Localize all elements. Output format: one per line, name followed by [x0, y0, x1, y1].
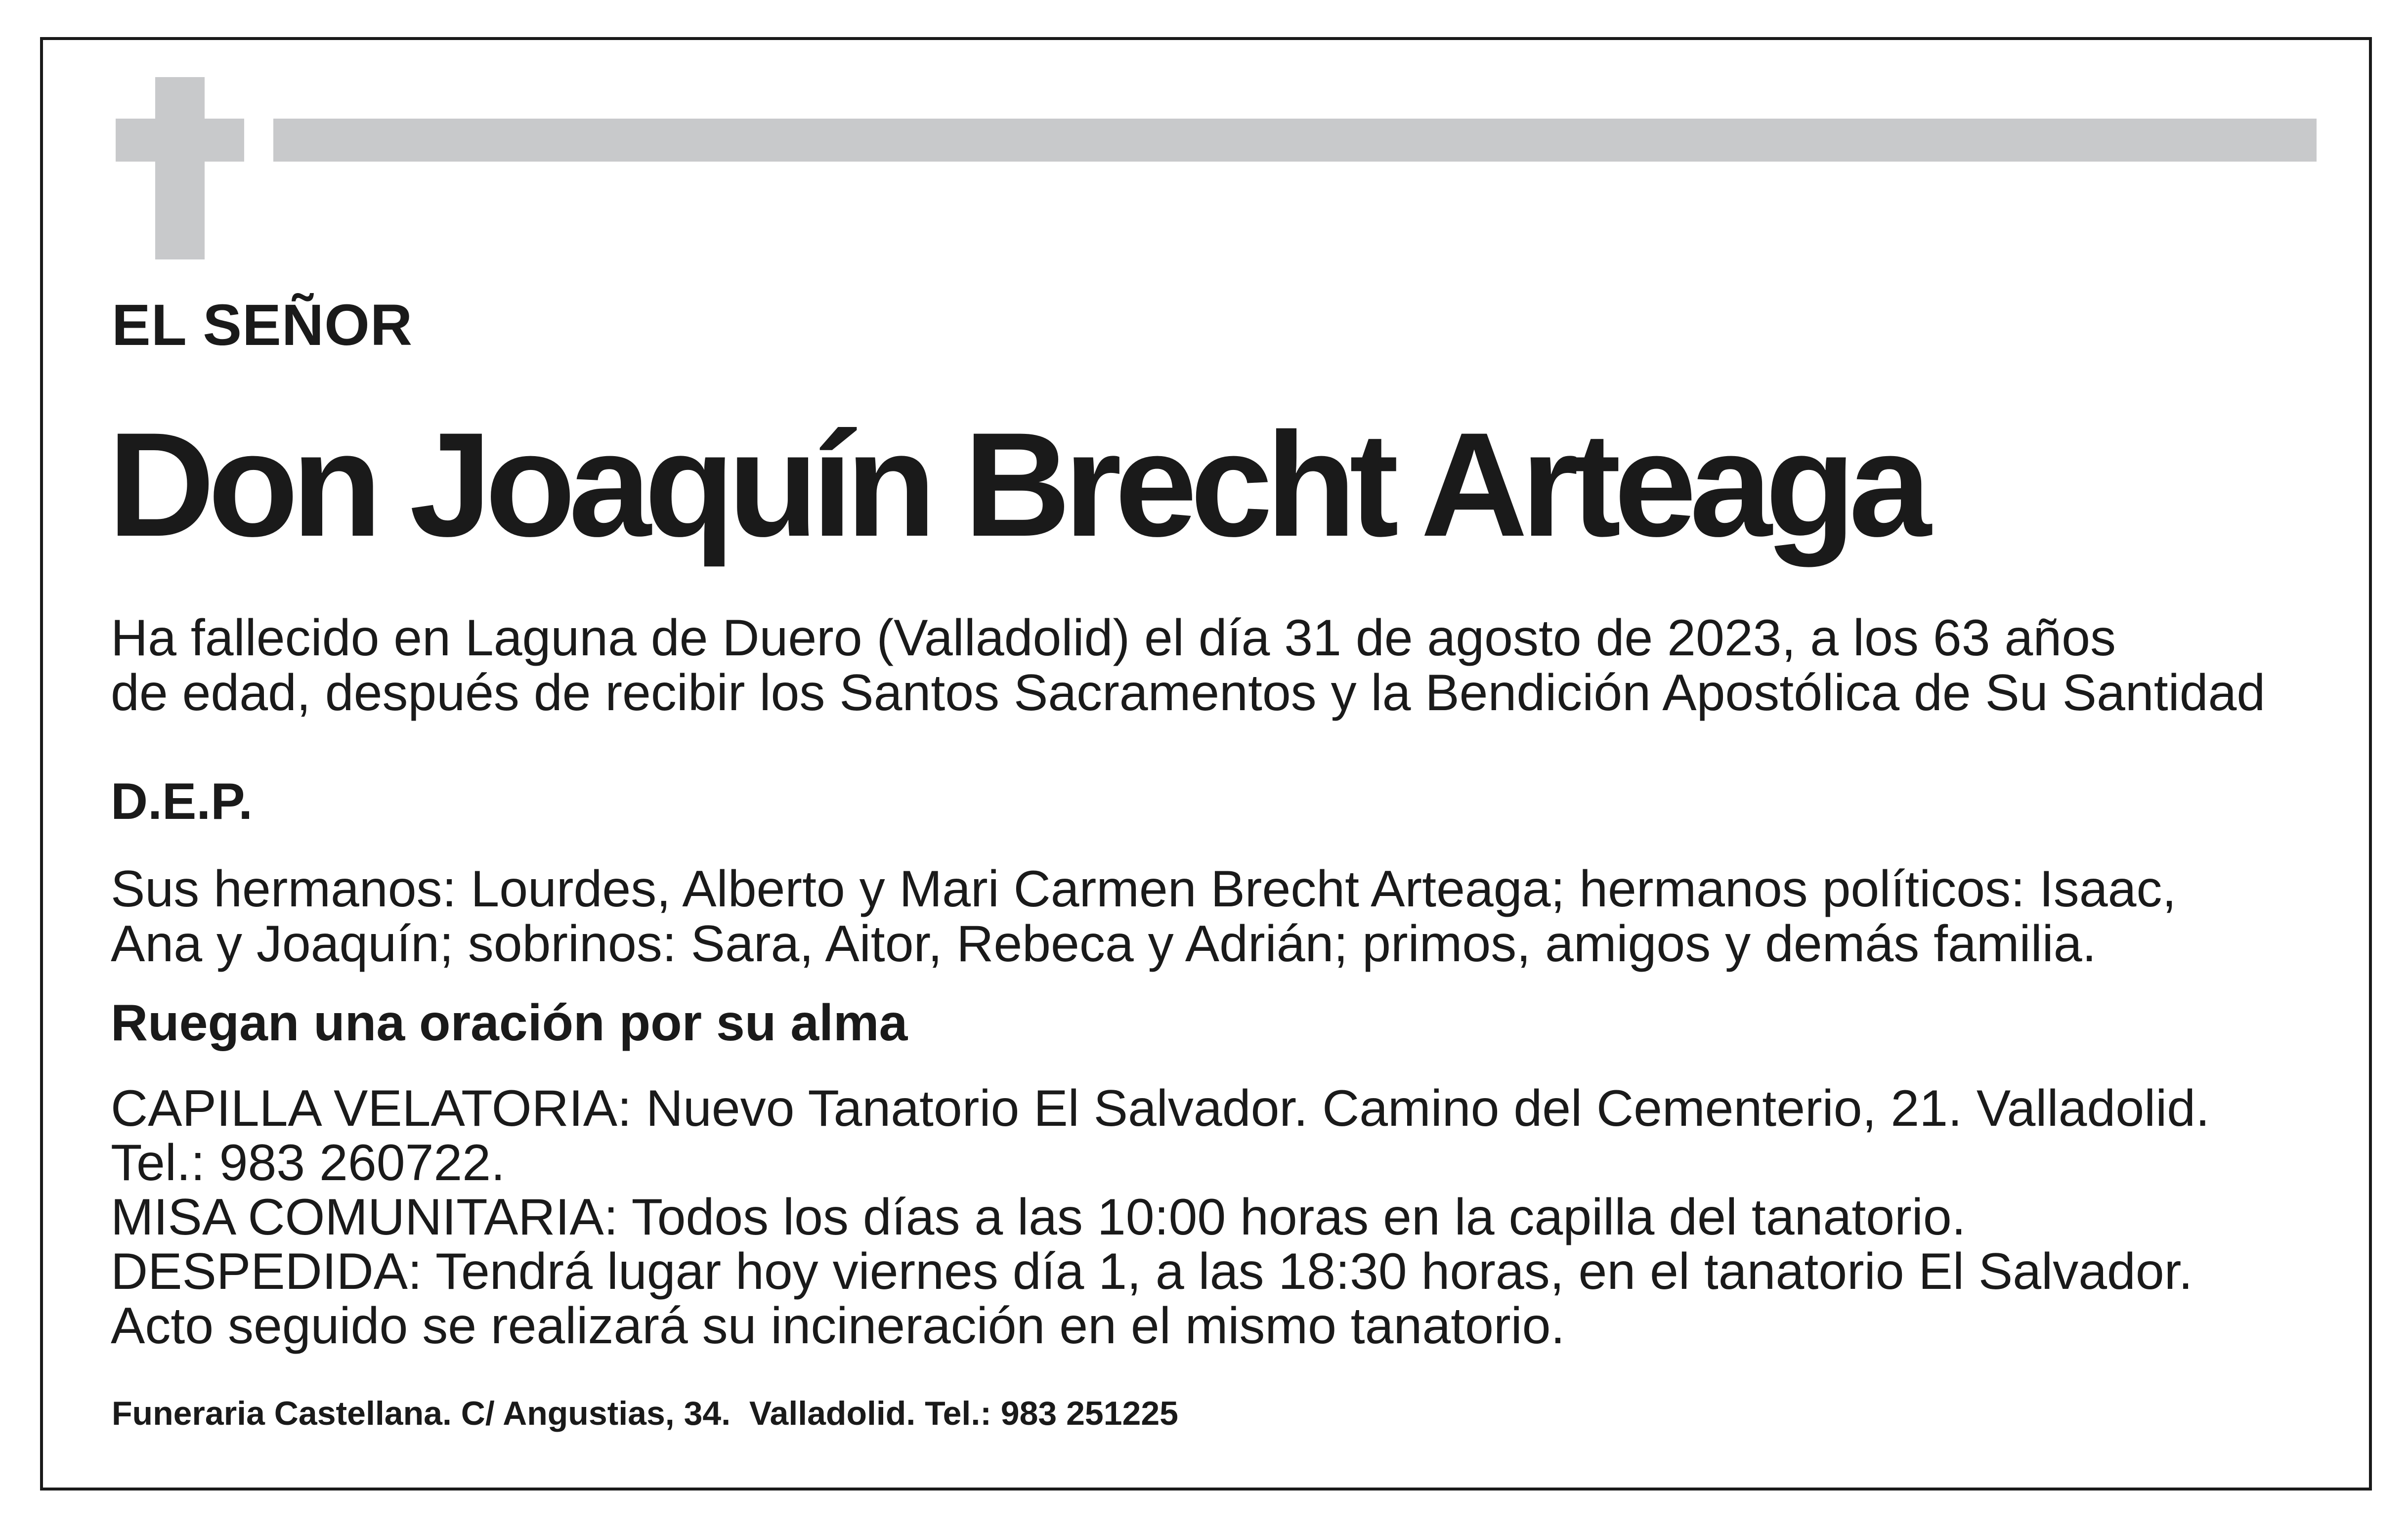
notice-title: EL SEÑOR	[112, 293, 413, 358]
chapel-info-line-1: CAPILLA VELATORIA: Nuevo Tanatorio El Salvador. Camino del Cementerio, 21. Valladolid.	[111, 1080, 2210, 1137]
family-line-2: Ana y Joaquín; sobrinos: Sara, Aitor, Rebeca y Adrián; primos, amigos y demás familia.	[111, 915, 2097, 973]
cross-icon-arm	[116, 119, 244, 162]
header-bar	[273, 119, 2317, 162]
cross-icon	[155, 77, 205, 259]
mass-info: MISA COMUNITARIA: Todos los días a las 10:00 horas en la capilla del tanatorio.	[111, 1189, 1966, 1246]
deceased-name: Don Joaquín Brecht Arteaga	[108, 401, 1925, 567]
farewell-info-line-2: Acto seguido se realizará su incineración en el mismo tanatorio.	[111, 1297, 1565, 1355]
death-statement-line-2: de edad, después de recibir los Santos Sacramentos y la Bendición Apostólica de Su Santidad	[111, 664, 2266, 722]
farewell-info-line-1: DESPEDIDA: Tendrá lugar hoy viernes día 1, a las 18:30 horas, en el tanatorio El Salvador.	[111, 1243, 2193, 1300]
family-line-1: Sus hermanos: Lourdes, Alberto y Mari Carmen Brecht Arteaga; hermanos políticos: Isaac,	[111, 860, 2177, 918]
funeral-home-footer: Funeraria Castellana. C/ Angustias, 34. Valladolid. Tel.: 983 251225	[112, 1395, 1179, 1432]
chapel-info-line-2: Tel.: 983 260722.	[111, 1134, 505, 1192]
prayer-request: Ruegan una oración por su alma	[111, 994, 908, 1052]
rip-label: D.E.P.	[111, 773, 253, 830]
death-statement-line-1: Ha fallecido en Laguna de Duero (Valladolid) el día 31 de agosto de 2023, a los 63 años	[111, 609, 2116, 667]
